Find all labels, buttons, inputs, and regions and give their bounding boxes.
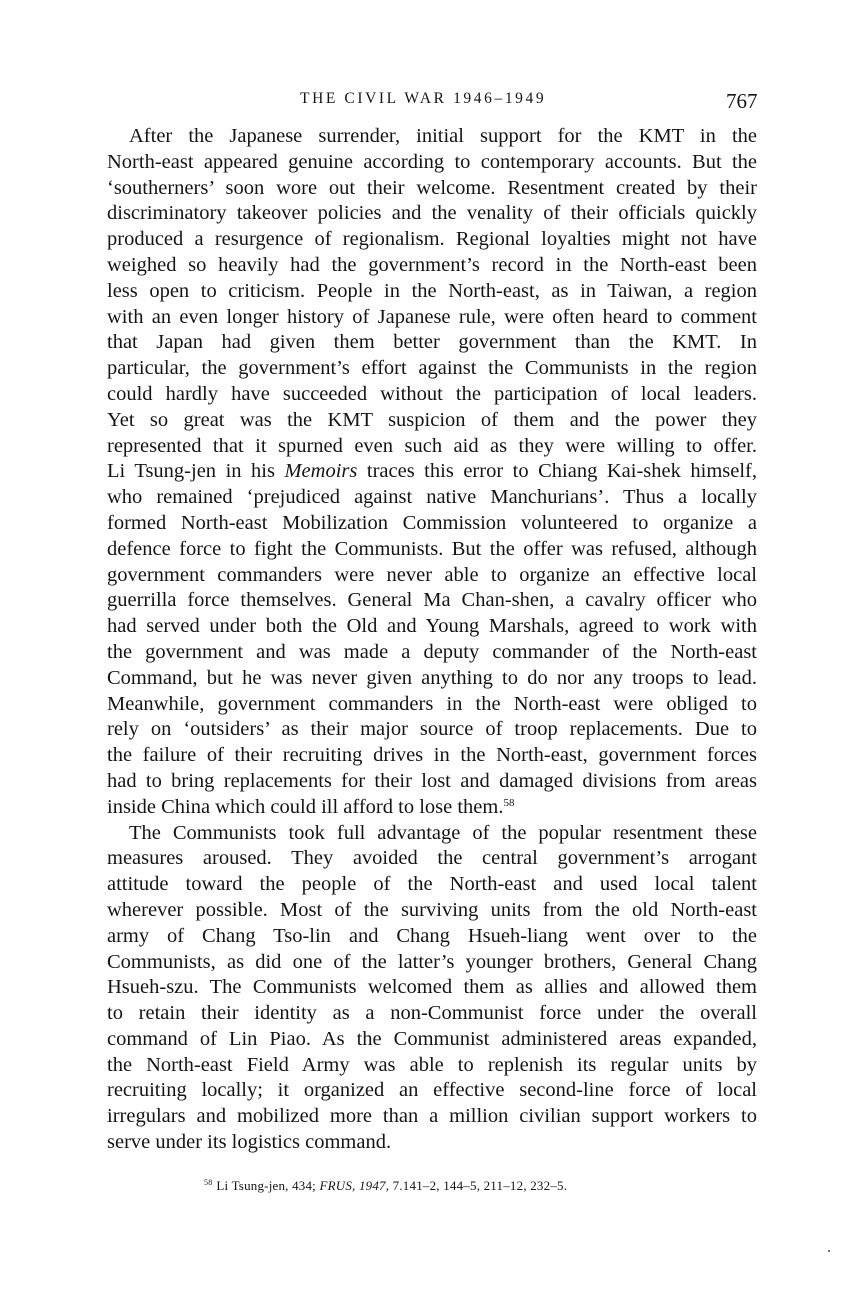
text-line: serve under its logistics command.	[107, 1131, 392, 1154]
body-text	[107, 124, 757, 1156]
text-line: government commanders were never able to organize an effective local	[107, 563, 757, 586]
text-line: irregulars and mobilized more than a million civilian support workers to	[107, 1105, 757, 1128]
text-line: that Japan had given them better government than the KMT. In	[107, 331, 757, 354]
text-line: guerrilla force themselves. General Ma Chan-shen, a cavalry officer who	[107, 589, 757, 612]
text-line: North-east appeared genuine according to contemporary accounts. But the	[107, 150, 757, 173]
text-line-with-footnote-ref	[107, 795, 757, 821]
footnote-separator: ,	[352, 1178, 359, 1193]
text-line: weighed so heavily had the government’s record in the North-east been	[107, 253, 757, 276]
running-head: THE CIVIL WAR 1946–1949	[300, 90, 547, 107]
text-line: represented that it spurned even such aid as they were willing to offer.	[107, 434, 757, 457]
text-line: ‘southerners’ soon wore out their welcome. Resentment created by their	[107, 176, 757, 199]
text-line: the government and was made a deputy commander of the North-east	[107, 640, 757, 663]
text-line: particular, the government’s effort against the Communists in the region	[107, 357, 757, 380]
text-line: army of Chang Tso-lin and Chang Hsueh-liang went over to the	[107, 924, 757, 947]
text-span: inside China which could ill afford to lose them.	[107, 795, 504, 818]
scan-speck	[828, 1250, 830, 1252]
text-line: discriminatory takeover policies and the venality of their officials quickly	[107, 202, 757, 225]
page-number: 767	[726, 89, 758, 113]
text-line: command of Lin Piao. As the Communist administered areas expanded,	[107, 1027, 757, 1050]
text-line: had to bring replacements for their lost and damaged divisions from areas	[107, 769, 757, 792]
text-line: the North-east Field Army was able to replenish its regular units by	[107, 1053, 757, 1076]
footnote-ref[interactable]: 58	[503, 796, 515, 809]
text-line: measures aroused. They avoided the central government’s arrogant	[107, 847, 757, 870]
text-line: defence force to fight the Communists. But the offer was refused, although	[107, 537, 757, 560]
text-line-with-italic	[107, 459, 757, 485]
text-line: formed North-east Mobilization Commission volunteered to organize a	[107, 511, 757, 534]
text-line: rely on ‘outsiders’ as their major source of troop replacements. Due to	[107, 718, 757, 741]
text-line: less open to criticism. People in the North-east, as in Taiwan, a region	[107, 279, 757, 302]
text-line: the failure of their recruiting drives in the North-east, government forces	[107, 744, 757, 767]
text-line: recruiting locally; it organized an effective second-line force of local	[107, 1079, 757, 1102]
text-line: Yet so great was the KMT suspicion of them and the power they	[107, 408, 757, 431]
footnote-italic-year: 1947	[358, 1178, 386, 1193]
text-line: Meanwhile, government commanders in the North-east were obliged to	[107, 692, 757, 715]
text-span: traces this error to Chiang Kai-shek himself,	[357, 460, 757, 483]
italic-title-memoirs: Memoirs	[284, 460, 358, 483]
footnote-text: Li Tsung-jen, 434;	[216, 1178, 320, 1193]
text-line: Communists, as did one of the latter’s younger brothers, General Chang	[107, 950, 757, 973]
text-line: After the Japanese surrender, initial support for the KMT in the	[129, 125, 757, 147]
text-line: had served under both the Old and Young Marshals, agreed to work with	[107, 615, 757, 638]
text-line: with an even longer history of Japanese rule, were often heard to comment	[107, 305, 757, 328]
text-line: produced a resurgence of regionalism. Regional loyalties might not have	[107, 228, 757, 251]
text-line: Hsueh-szu. The Communists welcomed them as allies and allowed them	[107, 976, 757, 999]
footnote-marker: 58	[204, 1178, 213, 1187]
text-line: could hardly have succeeded without the participation of local leaders.	[107, 382, 757, 405]
footnote-pages: , 7.141–2, 144–5, 211–12, 232–5.	[385, 1178, 568, 1193]
footnote	[204, 1178, 567, 1194]
text-line: Command, but he was never given anything to do nor any troops to lead.	[107, 666, 757, 689]
text-line: The Communists took full advantage of the popular resentment these	[129, 821, 757, 844]
footnote-italic-frus: FRUS	[319, 1178, 353, 1193]
text-line: attitude toward the people of the North-east and used local talent	[107, 873, 757, 896]
text-line: to retain their identity as a non-Communist force under the overall	[107, 1002, 757, 1025]
text-span: Li Tsung-jen in his	[107, 460, 285, 483]
text-line: wherever possible. Most of the surviving units from the old North-east	[107, 898, 757, 921]
text-line: who remained ‘prejudiced against native Manchurians’. Thus a locally	[107, 486, 757, 509]
